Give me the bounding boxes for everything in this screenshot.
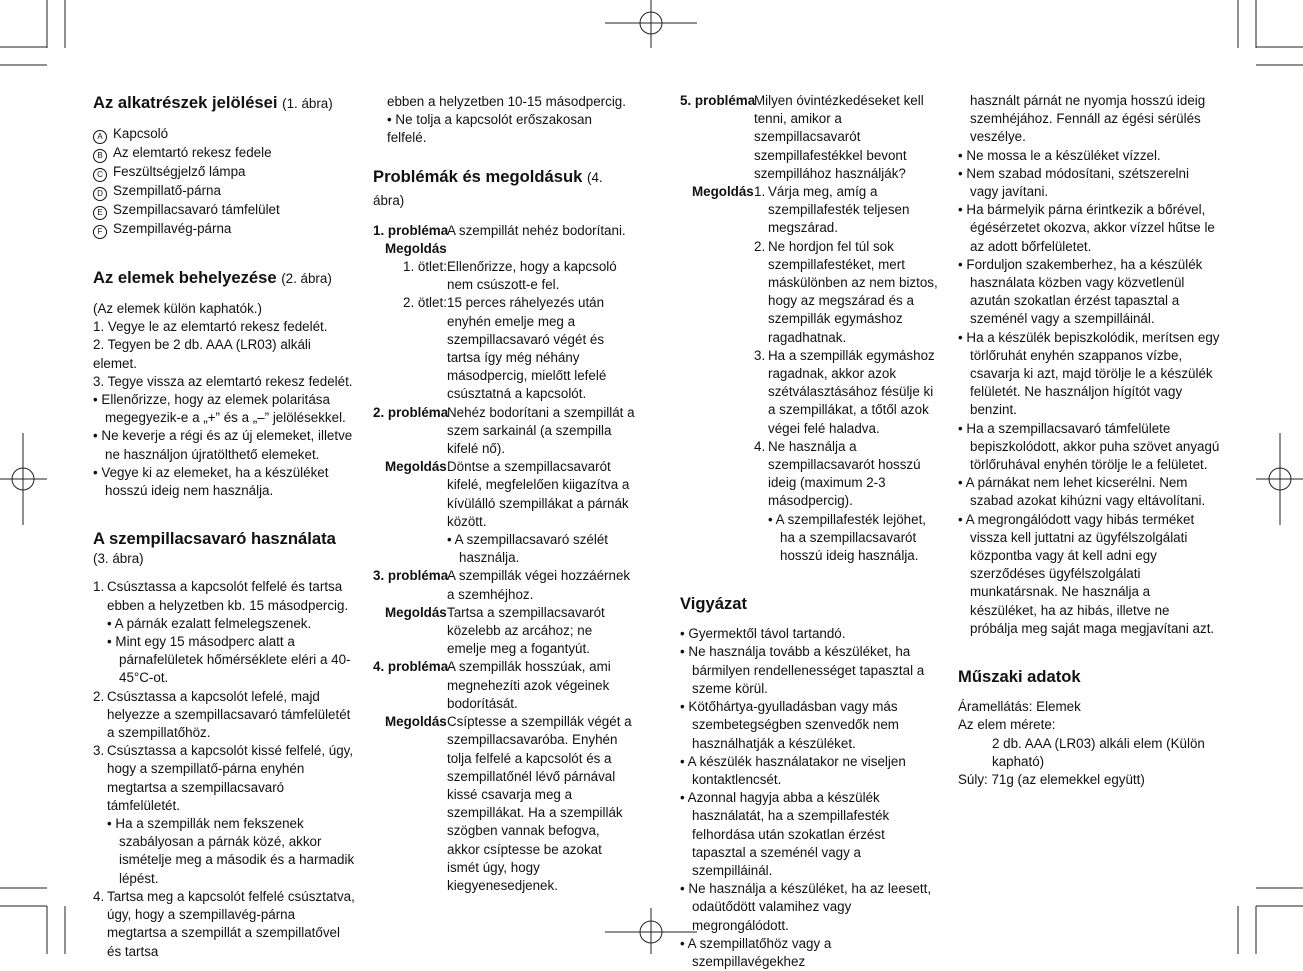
specs-heading: Műszaki adatok (958, 667, 1081, 687)
battery-heading: Az elemek behelyezése (2. ábra) (93, 268, 332, 287)
caution-item: • A párnákat nem lehet kicserélni. Nem szabad azokat kihúzni vagy eltávolítani. (958, 475, 1206, 509)
caution-item: • Ne használja a készüléket, ha az leesett, odaütődött valamihez vagy megrongálódott. (680, 881, 932, 933)
spec-weight: Súly: 71g (az elemekkel együtt) (958, 771, 1145, 787)
solution-5-step: 2. Ne hordjon fel túl sok szempillafestéket, mert máskülönben az nem biztos, hogy az megszárad és a szempillák egymáshoz ragadhatnak. (754, 238, 938, 345)
spec-size-label: Az elem mérete: (958, 717, 1056, 733)
list-item: A Kapcsoló (93, 125, 355, 144)
caution-item: • Azonnal hagyja abba a készülék használatát, ha a szempillafesték felhordása után szokatlan érzést tapasztal a szeménél vagy a szempilláinál. (680, 790, 890, 878)
battery-bullet: • Ellenőrizze, hogy az elemek polaritása megegyezik-e a „+” és a „–” jelölésekkel. (93, 392, 346, 426)
use-step-bullet: • A párnák ezalatt felmelegszenek. (107, 615, 312, 631)
solution-5: Megoldás 1. Várja meg, amíg a szempillafesték teljesen megszárad. 2. Ne hordjon fel túl sok szempillafestéket, mert máskülönben az nem biztos, hogy az megszárad és a szempillák egymáshoz ragadhatnak. 3. Ha a szempillák egymáshoz ragadnak, akkor azok szétválasztásához fésülje ki a szempillákat, a tőtől azok végei felé haladva. 4. Ne használja a szempillacsavarót hosszú ideig (maximum 2-3 másodpercig). • A szempillafesték lejöhet, ha a szempillacsavarót hosszú ideig használja. (680, 183, 942, 565)
caution-item: • Ha a készülék bepiszkolódik, merítsen egy törlőruhát enyhén szappanos vízbe, csavarja ki azt, majd törölje le a készülék felületét. Ne használjon hígítót vagy benzint. (958, 329, 1220, 418)
battery-step: 1. Vegye le az elemtartó rekesz fedelét. (93, 319, 328, 335)
use-step-bullet: • Ha a szempillák nem fekszenek szabályosan a párnák közé, akkor ismételje meg a második és a harmadik lépést. (107, 816, 355, 886)
list-item: B Az elemtartó rekesz fedele (93, 144, 355, 163)
solution-2-bullet: • A szempillacsavaró szélét használja. (447, 532, 608, 566)
parts-list (93, 125, 355, 239)
circled-letter-icon: F (93, 225, 107, 239)
caution-item: • Ha a szempillacsavaró támfelülete bepiszkolódott, akkor puha szövet anyagú törlőruhával enyhén törölje le a felületet. (958, 420, 1220, 473)
caution-item: • Nem szabad módosítani, szétszerelni vagy javítani. (958, 165, 1189, 200)
circled-letter-icon: A (93, 130, 107, 144)
column-2 (373, 93, 635, 895)
circled-letter-icon: B (93, 149, 107, 163)
caution-item: • Kötőhártya-gyulladásban vagy más szembetegségben szenvedők nem használhatják a készüléket. (680, 699, 899, 751)
caution-item: • A megrongálódott vagy hibás terméket vissza kell juttatni az ügyfélszolgálati központba vagy át kell adni egy szerződéses ügyfélszolgálati munkatársnak. Ne használja a készüléket, ha az hibás, illetve ne próbálja meg saját maga megjavítani azt. (958, 511, 1215, 636)
column-4 (958, 92, 1220, 789)
circled-letter-icon: E (93, 206, 107, 220)
list-item: D Szempillatő-párna (93, 182, 355, 201)
use-step: 4. Tartsa meg a kapcsolót felfelé csúsztatva, úgy, hogy a szempillavég-párna megtartsa a szempillát a szempillatővel és tartsa (93, 888, 355, 959)
use-step: 1. Csúsztassa a kapcsolót felfelé és tartsa ebben a helyzetben kb. 15 másodpercig. (93, 579, 349, 613)
caution-continued: használt párnát ne nyomja hosszú ideig szemhéjához. Fennáll az égési sérülés veszélye. (970, 93, 1206, 145)
column-3 (680, 92, 942, 971)
use-continued: ebben a helyzetben 10-15 másodpercig. (387, 94, 626, 109)
caution-item: • Ha bármelyik párna érintkezik a bőrével, égésérzetet okozva, akkor vízzel hűtse le az adott bőrfelületet. (958, 202, 1215, 254)
use-step-bullet: • Mint egy 15 másodperc alatt a párnafelületek hőmérséklete eléri a 40-45°C-ot. (107, 634, 351, 686)
solution-idea-2: 2. ötlet: 15 perces ráhelyezés után enyhén emelje meg a szempillacsavaró végét és tartsa így még néhány másodpercig, mielőtt lefelé csúsztatná a kapcsolót. (403, 295, 607, 402)
battery-step: 2. Tegyen be 2 db. AAA (LR03) alkáli elemet. (93, 337, 311, 371)
parts-heading: Az alkatrészek jelölései (1. ábra) (93, 93, 333, 112)
battery-bullet: • Ne keverje a régi és az új elemeket, illetve ne használjon újratölthető elemeket. (93, 428, 353, 462)
problems-heading: Problémák és megoldásuk (4. ábra) (373, 166, 603, 208)
solution-5-bullet: • A szempillafesték lejöhet, ha a szempillacsavarót hosszú ideig használja. (768, 511, 927, 564)
caution-item: • Gyermektől távol tartandó. (680, 626, 846, 642)
list-item: E Szempillacsavaró támfelület (93, 201, 355, 220)
use-bullet: • Ne tolja a kapcsolót erőszakosan felfelé. (387, 112, 592, 146)
caution-item: • Ne mossa le a készüléket vízzel. (958, 147, 1161, 163)
use-step: 3. Csúsztassa a kapcsolót kissé felfelé, úgy, hogy a szempillatő-párna enyhén megtartsa a szempillacsavaró támfelületét. (93, 743, 354, 813)
solution-5-step: 1. Várja meg, amíg a szempillafesték teljesen megszárad. (754, 184, 910, 236)
circled-letter-icon: C (93, 168, 107, 182)
caution-item: • A szempillatőhöz vagy a szempillavégekhez (680, 935, 832, 969)
spec-size-value: 2 db. AAA (LR03) alkáli elem (Külön kapható) (992, 735, 1205, 769)
column-1 (93, 92, 355, 961)
caution-item: • Ne használja tovább a készüléket, ha bármilyen rendellenességet tapasztal a szeme körül. (680, 644, 925, 696)
battery-note: (Az elemek külön kaphatók.) (93, 301, 262, 316)
solution-2: Megoldás Döntse a szempillacsavarót kifelé, megfelelően kiigazítva a kívülálló szempillákat a párnák között. (385, 459, 630, 529)
use-figure-ref: (3. ábra) (93, 551, 144, 567)
battery-step: 3. Tegye vissza az elemtartó rekesz fedelét. (93, 373, 353, 389)
list-item: F Szempillavég-párna (93, 220, 355, 239)
problem-4: 4. probléma A szempillák hosszúak, ami megnehezíti azok végeinek bodorítását. (373, 659, 611, 711)
solution-5-step: 3. Ha a szempillák egymáshoz ragadnak, akkor azok szétválasztásához fésülje ki a szempillákat, a tőtől azok végei felé haladva. (754, 347, 935, 436)
problem-5: 5. probléma Milyen óvintézkedéseket kell tenni, amikor a szempillacsavarót szempillafestékkel bevont szempillához használják? (680, 93, 924, 181)
use-heading: A szempillacsavaró használata (93, 529, 336, 549)
solution-5-step: 4. Ne használja a szempillacsavarót hosszú ideig (maximum 2-3 másodpercig). (754, 438, 921, 509)
caution-heading: Vigyázat (680, 594, 748, 614)
circled-letter-icon: D (93, 187, 107, 201)
problem-1: 1. probléma A szempillát nehéz bodorítani. (373, 222, 626, 238)
problem-2: 2. probléma Nehéz bodorítani a szempillát a szem sarkainál (a szempilla kifelé nő). (373, 404, 635, 457)
battery-bullet: • Vegye ki az elemeket, ha a készüléket hosszú ideig nem használja. (93, 464, 329, 499)
problem-3: 3. probléma A szempillák végei hozzáérnek a szemhéjhoz. (373, 568, 631, 602)
list-item: C Feszültségjelző lámpa (93, 163, 355, 182)
solution-3: Megoldás Tartsa a szempillacsavarót közelebb az arcához; ne emelje meg a fogantyút. (385, 604, 605, 657)
caution-item: • A készülék használatakor ne viseljen kontaktlencsét. (680, 753, 906, 787)
solution-idea-1: 1. ötlet: Ellenőrizze, hogy a kapcsoló nem csúszott-e fel. (403, 259, 617, 293)
spec-power: Áramellátás: Elemek (958, 699, 1081, 715)
caution-item: • Forduljon szakemberhez, ha a készülék használata közben vagy közvetlenül azután szokatlan érzést tapasztal a szeménél vagy a szempilláinál. (958, 256, 1203, 327)
solution-4: Megoldás Csíptesse a szempillák végét a szempillacsavaróba. Enyhén tolja felfelé a kapcsolót és a szempillatőnél lévő párnával kissé csavarja meg a szempillákat. Ha a szempillák szögben vannak befogva, akkor csíptesse be azokat ismét úgy, hogy kiegyenesedjenek. (385, 714, 632, 893)
solution-label: Megoldás (385, 240, 447, 256)
use-step: 2. Csúsztassa a kapcsolót lefelé, majd helyezze a szempillacsavaró támfelületét a szempillatőhöz. (93, 688, 351, 741)
